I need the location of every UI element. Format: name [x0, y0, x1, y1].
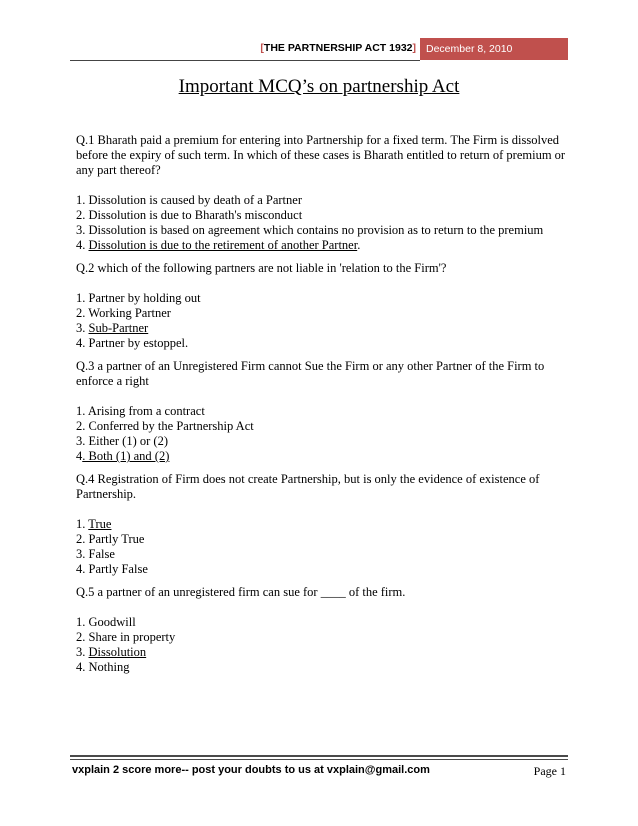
- option-item: 1. Partner by holding out: [76, 291, 201, 305]
- question-1-options: [76, 193, 570, 253]
- page-header: [70, 38, 568, 60]
- header-title-text: THE PARTNERSHIP ACT 1932: [263, 42, 413, 54]
- option-item: 3. Dissolution is based on agreement which contains no provision as to return to the premium: [76, 223, 544, 237]
- header-divider: [70, 60, 420, 61]
- question-3-text: Q.3 a partner of an Unregistered Firm cannot Sue the Firm or any other Partner of the Firm to enforce a right: [76, 359, 545, 388]
- question-2-text: Q.2 which of the following partners are not liable in 'relation to the Firm'?: [76, 261, 447, 275]
- option-item: 4. Partly False: [76, 562, 148, 576]
- question-list: [76, 133, 570, 675]
- question-2-options: [76, 291, 570, 351]
- question-3-options: [76, 404, 570, 464]
- question-5-options: [76, 615, 570, 675]
- footer-divider-thick: [70, 755, 568, 757]
- footer-divider-thin: [70, 759, 568, 760]
- document-title: Important MCQ’s on partnership Act: [178, 76, 460, 97]
- option-item: 1. Goodwill: [76, 615, 136, 629]
- answer-underline: True: [88, 517, 112, 531]
- option-item: 2. Dissolution is due to Bharath's misconduct: [76, 208, 303, 222]
- option-item: 1. Dissolution is caused by death of a Partner: [76, 193, 302, 207]
- option-item-answer: 1. True: [76, 517, 112, 531]
- option-item: 2. Working Partner: [76, 306, 171, 320]
- option-item: 4. Partner by estoppel.: [76, 336, 189, 350]
- header-date: December 8, 2010: [420, 38, 568, 60]
- option-item-answer: 4. Dissolution is due to the retirement of another Partner.: [76, 238, 361, 252]
- question-1-text: Q.1 Bharath paid a premium for entering into Partnership for a fixed term. The Firm is dissolved before the expiry of such term. In which of these cases is Bharath entitled to return of premium or any part thereof?: [76, 133, 566, 177]
- question-5-text: Q.5 a partner of an unregistered firm can sue for ____ of the firm.: [76, 585, 406, 599]
- option-item-answer: 3. Dissolution: [76, 645, 147, 659]
- question-4-text: Q.4 Registration of Firm does not create Partnership, but is only the evidence of existence of Partnership.: [76, 472, 540, 501]
- answer-underline: Dissolution is due to the retirement of another Partner: [88, 238, 358, 252]
- option-item: 2. Partly True: [76, 532, 145, 546]
- option-item-answer: 3. Sub-Partner: [76, 321, 149, 335]
- option-item: 4. Nothing: [76, 660, 130, 674]
- answer-underline: Dissolution: [88, 645, 147, 659]
- header-title: [THE PARTNERSHIP ACT 1932]: [260, 42, 416, 54]
- option-item: 2. Share in property: [76, 630, 176, 644]
- question-4-options: [76, 517, 570, 577]
- page-number: Page 1: [533, 764, 566, 778]
- answer-underline: Sub-Partner: [88, 321, 149, 335]
- option-item: 1. Arising from a contract: [76, 404, 205, 418]
- option-item: 2. Conferred by the Partnership Act: [76, 419, 254, 433]
- option-item: 3. Either (1) or (2): [76, 434, 168, 448]
- option-item: 3. False: [76, 547, 115, 561]
- answer-underline: . Both (1) and (2): [82, 449, 170, 463]
- footer-text: vxplain 2 score more-- post your doubts to us at vxplain@gmail.com: [72, 764, 430, 776]
- option-item-answer: 4. Both (1) and (2): [76, 449, 170, 463]
